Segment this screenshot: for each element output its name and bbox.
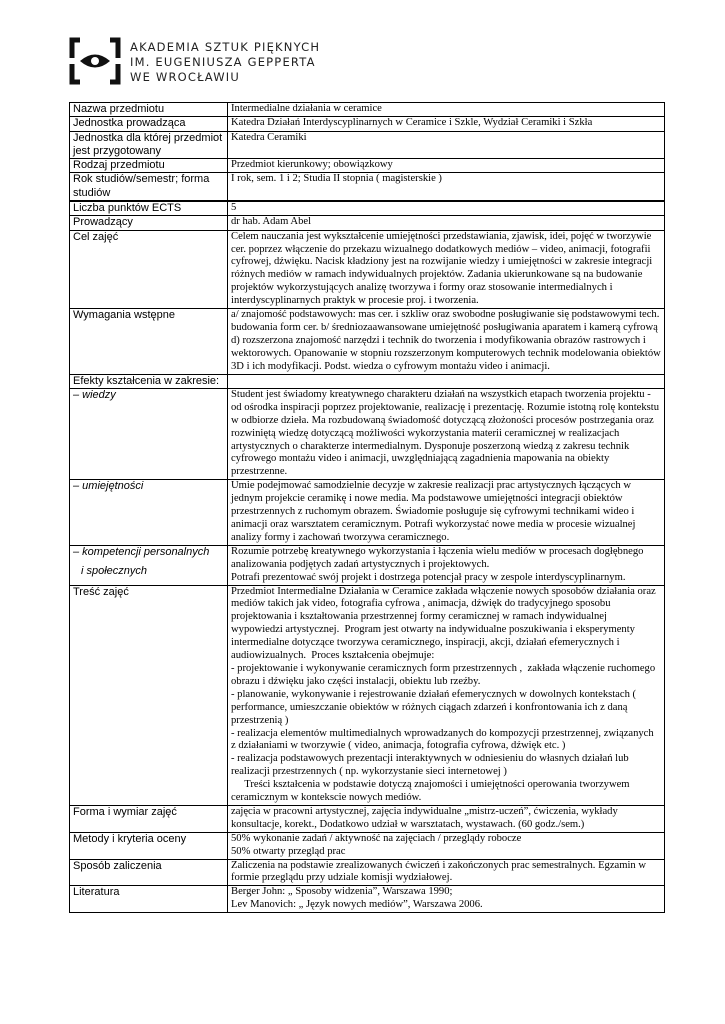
row-rodzaj bbox=[70, 159, 665, 173]
value-tresc: Przedmiot Intermedialne Działania w Ceramice zakłada włączenie nowych sposobów działania oraz mediów takich jak video, fotografia cyfrowa , animacja, dźwięk do tradycyjnego sposobu projektowania i kształtowania przestrzennej formy ceramicznej w ramach indywidualnej wypowiedzi artystycznej. Program jest otwarty na indywidualne poszukiwania i eksperymenty intermedialne dotyczące tworzywa ceramicznego, inspiracji, akcji, działań efemerycznych i audiowizualnych. Proces kształcenia obejmuje: - projektowanie i wykonywanie ceramicznych form przestrzennych , zakłada włączenie ruchomego obrazu i dźwięku jako części instalacji, obiektu lub rzeźby. - planowanie, wykonywanie i rejestrowanie działań efemerycznych w dowolnych kontekstach ( performance, umieszczanie obiektów w różnych ciągach zdarzeń i konfrontowania ich z daną przestrzenią ) - realizacja elementów multimedialnych wprowadzanych do kompozycji przestrzennej, związanych z działaniami w tworzywie ( video, animacja, fotografia cyfrowa, dźwięk etc. ) - realizacja podstawowych prezentacji interaktywnych w odniesieniu do własnych działań lub realizacji przestrzennych ( np. wykorzystanie sieci internetowej ) Treści kształcenia w podstawie dotyczą znajomości i umiejętności operowania tworzywem ceramicznym w kontekscie nowych mediów. bbox=[228, 585, 665, 805]
label-literatura: Literatura bbox=[70, 886, 228, 913]
row-ects bbox=[70, 201, 665, 216]
value-literatura: Berger John: „ Sposoby widzenia”, Warszawa 1990; Lev Manovich: „ Język nowych mediów”, Warszawa 2006. bbox=[228, 886, 665, 913]
value-rok: I rok, sem. 1 i 2; Studia II stopnia ( magisterskie ) bbox=[228, 173, 665, 201]
value-wymagania: a/ znajomość podstawowych: mas cer. i szkliw oraz swobodne posługiwanie się podstawowymi tech. budowania form cer. b/ średniozaawansowane umiejętność posługiwania aparatem i kamerą cyfrową d) rozszerzona znajomość narzędzi i technik do tworzenia i modyfikowania obrazów rastrowych i wektorowych. Opanowanie w stopniu rozszerzonym komputerowych technik modelowania obiektów 3D i ich modyfikacji. Podst. wiedza o cyfrowym montażu video i animacji. bbox=[228, 309, 665, 375]
row-nazwa bbox=[70, 103, 665, 117]
row-prowadzacy bbox=[70, 216, 665, 230]
academy-name-line2: IM. EUGENIUSZA GEPPERTA bbox=[130, 55, 316, 69]
label-cel: Cel zajęć bbox=[70, 230, 228, 308]
academy-emblem-icon bbox=[66, 36, 124, 86]
course-syllabus-table bbox=[69, 102, 665, 913]
label-metody: Metody i kryteria oceny bbox=[70, 832, 228, 859]
value-ects: 5 bbox=[228, 201, 665, 216]
row-wymagania bbox=[70, 309, 665, 375]
label-kompetencje bbox=[70, 545, 228, 585]
row-tresc bbox=[70, 585, 665, 805]
row-efekty bbox=[70, 374, 665, 388]
label-umiejetnosci-text: – umiejętności bbox=[73, 480, 144, 493]
value-wiedzy: Student jest świadomy kreatywnego charakteru działań na wszystkich etapach tworzenia projektu - od ośrodka inspiracji poprzez projektowanie, realizację i prezentację. Rozumie istotną rolę kontekstu w odbiorze dzieła. Ma rozbudowaną świadomość dotyczącą złożoności procesów postrzegania oraz rozwiniętą wiedzę dotyczącą możliwości wykorzystania materii ceramicznej w realizacjach artystycznych o charakterze intermedialnym. Dysponuje poszerzoną wiedzą z zakresu technik cyfrowego montażu video i animacji, uwzględniającą zagadnienia mapowania na obiekty przestrzenne. bbox=[228, 388, 665, 479]
value-rodzaj: Przedmiot kierunkowy; obowiązkowy bbox=[228, 159, 665, 173]
value-umiejetnosci: Umie podejmować samodzielnie decyzje w zakresie realizacji prac artystycznych łączących w jednym projekcie ceramikę i nowe media. Ma podstawowe umiejętności integracji obiektów przestrzennych z ruchomym obrazem. Świadomie posługuje się cyfrowymi technikami wideo i animacji oraz warsztatem ceramicznym. Potrafi wykorzystać nowe media w procesie wizualnej analizy formy i zachowań tworzywa ceramicznego. bbox=[228, 480, 665, 546]
label-rodzaj: Rodzaj przedmiotu bbox=[70, 159, 228, 173]
value-jednostka: Katedra Działań Interdyscyplinarnych w Ceramice i Szkle, Wydział Ceramiki i Szkła bbox=[228, 117, 665, 131]
row-forma bbox=[70, 805, 665, 832]
value-prowadzacy: dr hab. Adam Abel bbox=[228, 216, 665, 230]
label-jednostka-dla: Jednostka dla której przedmiot jest przygotowany bbox=[70, 131, 228, 159]
label-wiedzy-text: – wiedzy bbox=[73, 388, 116, 401]
label-prowadzacy: Prowadzący bbox=[70, 216, 228, 230]
value-sposob: Zaliczenia na podstawie zrealizowanych ćwiczeń i zakończonych prac semestralnych. Egzamin w formie przeglądu przy udziale komisji wydziałowej. bbox=[228, 859, 665, 886]
row-metody bbox=[70, 832, 665, 859]
row-wiedzy bbox=[70, 388, 665, 479]
label-rok: Rok studiów/semestr; forma studiów bbox=[70, 173, 228, 201]
label-wiedzy bbox=[70, 388, 228, 479]
academy-logo bbox=[66, 36, 366, 86]
label-nazwa: Nazwa przedmiotu bbox=[70, 103, 228, 117]
value-forma: zajęcia w pracowni artystycznej, zajęcia indywidualne „mistrz-uczeń”, ćwiczenia, wykłady konsultacje, korekt., Dodatkowo udział w warsztatach, wystawach. (60 godz./sem.) bbox=[228, 805, 665, 832]
academy-name-line3: WE WROCŁAWIU bbox=[130, 70, 241, 84]
value-metody: 50% wykonanie zadań / aktywność na zajęciach / przeglądy robocze 50% otwarty przegląd prac bbox=[228, 832, 665, 859]
label-wymagania: Wymagania wstępne bbox=[70, 309, 228, 375]
academy-name bbox=[130, 40, 320, 85]
row-rok bbox=[70, 173, 665, 201]
label-kompetencje-line2: i społecznych bbox=[81, 565, 148, 578]
label-efekty: Efekty kształcenia w zakresie: bbox=[70, 374, 228, 388]
academy-name-line1: AKADEMIA SZTUK PIĘKNYCH bbox=[130, 40, 321, 54]
label-sposob: Sposób zaliczenia bbox=[70, 859, 228, 886]
row-cel bbox=[70, 230, 665, 308]
label-tresc: Treść zajęć bbox=[70, 585, 228, 805]
row-sposob bbox=[70, 859, 665, 886]
value-kompetencje: Rozumie potrzebę kreatywnego wykorzystania i łączenia wielu mediów w procesach dogłębnego analizowania podjętych zadań artystycznych i projektowych. Potrafi prezentować swój projekt i dostrzega potencjał pracy w zespole interdyscyplinarnym. bbox=[228, 545, 665, 585]
value-nazwa: Intermedialne działania w ceramice bbox=[228, 103, 665, 117]
row-jednostka-dla bbox=[70, 131, 665, 159]
row-jednostka bbox=[70, 117, 665, 131]
value-cel: Celem nauczania jest wykształcenie umiejętności przedstawiania, zjawisk, idei, pojęć w tworzywie cer. poprzez włączenie do przekazu wizualnego dodatkowych mediów – video, animacji, fotografii cyfrowej, dźwięku. Nacisk kładziony jest na rozwijanie wiedzy i umiejętności w zakresie integracji różnych mediów w ramach indywidualnych projektów. Zadania ukierunkowane są na budowanie projektów wykorzystujących analizę tworzywa i formy oraz stosowanie intermedialnych i interdyscyplinarnych praktyk w procesie proj. i tworzenia. bbox=[228, 230, 665, 308]
label-kompetencje-line1: – kompetencji personalnych bbox=[73, 545, 210, 558]
row-literatura bbox=[70, 886, 665, 913]
label-jednostka: Jednostka prowadząca bbox=[70, 117, 228, 131]
value-efekty bbox=[228, 374, 665, 388]
label-forma: Forma i wymiar zajęć bbox=[70, 805, 228, 832]
label-ects: Liczba punktów ECTS bbox=[70, 201, 228, 216]
row-umiejetnosci bbox=[70, 480, 665, 546]
row-kompetencje bbox=[70, 545, 665, 585]
label-umiejetnosci bbox=[70, 480, 228, 546]
value-jednostka-dla: Katedra Ceramiki bbox=[228, 131, 665, 159]
